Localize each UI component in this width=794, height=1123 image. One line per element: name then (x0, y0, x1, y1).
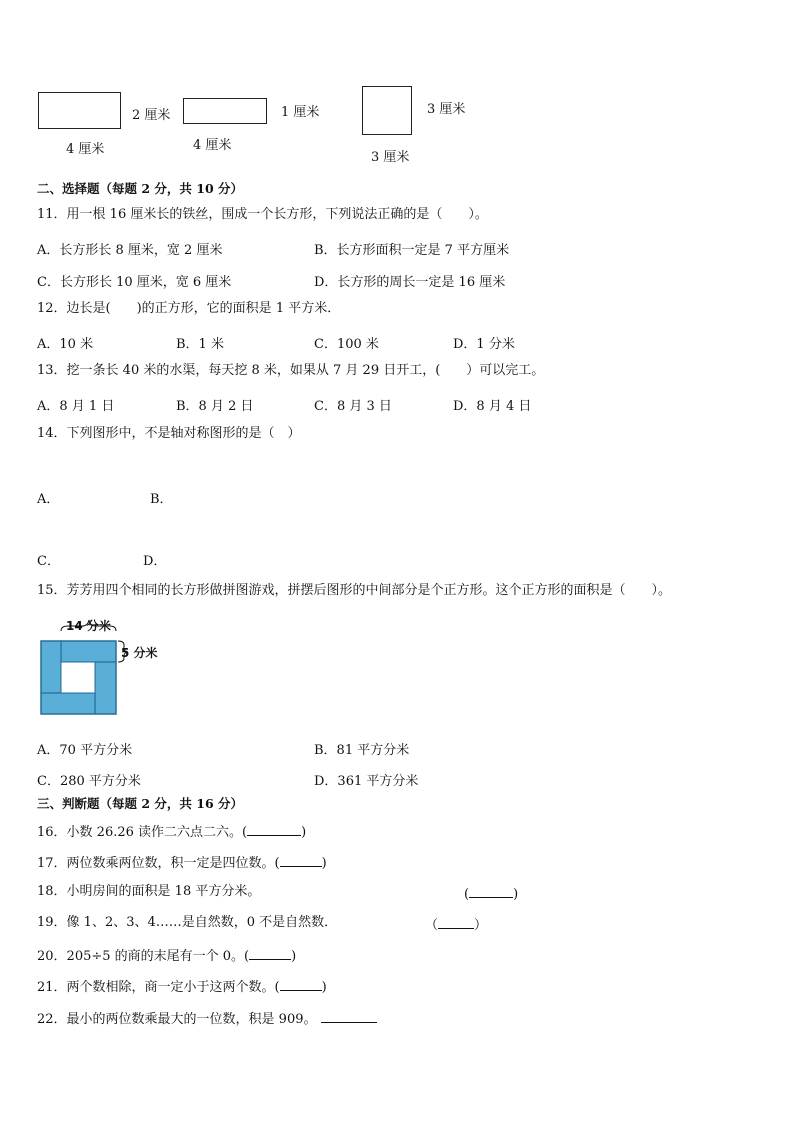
q19-text: 19．像 1、2、3、4……是自然数，0 不是自然数． (37, 915, 338, 930)
q14-text: 14．下列图形中，不是轴对称图形的是（ ） (37, 426, 301, 441)
q18-close: ) (513, 887, 519, 902)
q13-option-c[interactable]: C．8 月 3 日 (314, 399, 392, 414)
q12-option-b[interactable]: B．1 米 (176, 337, 224, 352)
q21-answer-blank[interactable] (280, 978, 322, 991)
tile-top (61, 641, 116, 662)
q15-top-label: 14 分米 (66, 619, 111, 633)
section3-heading: 三、判断题（每题 2 分，共 16 分） (37, 796, 244, 811)
q14-option-d[interactable]: D． (143, 554, 167, 569)
q15-option-a[interactable]: A．70 平方分米 (37, 743, 133, 758)
q17-answer-blank[interactable] (280, 854, 322, 867)
q16-close: ) (301, 825, 307, 840)
tile-bottom (41, 693, 95, 714)
q12-option-d[interactable]: D．1 分米 (453, 337, 515, 352)
q18-answer-blank[interactable] (469, 885, 513, 898)
q17-text: 17．两位数乘两位数，积一定是四位数。( (37, 856, 280, 871)
q15-side-label: 5 分米 (121, 646, 158, 660)
q11-text: 11．用一根 16 厘米长的铁丝，围成一个长方形，下列说法正确的是（ ）。 (37, 207, 488, 222)
q13-option-d[interactable]: D．8 月 4 日 (453, 399, 532, 414)
q18-open: ( (464, 887, 470, 902)
q16-text: 16．小数 26.26 读作二六点二六。( (37, 825, 248, 840)
tile-right (95, 662, 116, 714)
q12-option-a[interactable]: A．10 米 (37, 337, 94, 352)
square-figure (362, 86, 412, 135)
q19-answer (425, 916, 488, 933)
q14-option-a[interactable]: A． (37, 492, 60, 507)
q22-row (37, 1010, 377, 1027)
square-bottom-label: 3 厘米 (371, 150, 410, 165)
tile-left (41, 641, 61, 693)
q11-option-d[interactable]: D．长方形的周长一定是 16 厘米 (314, 275, 506, 290)
q14-option-c[interactable]: C． (37, 554, 60, 569)
q16-answer-blank[interactable] (247, 823, 301, 836)
q13-option-a[interactable]: A．8 月 1 日 (37, 399, 115, 414)
q22-answer-blank[interactable] (321, 1010, 377, 1023)
rect2-side-label: 1 厘米 (281, 105, 320, 120)
section2-heading: 二、选择题（每题 2 分，共 10 分） (37, 181, 244, 196)
q11-option-a[interactable]: A．长方形长 8 厘米，宽 2 厘米 (37, 243, 223, 258)
rectangle-figure-1 (38, 92, 121, 129)
q11-option-c[interactable]: C．长方形长 10 厘米，宽 6 厘米 (37, 275, 232, 290)
q19-answer-blank[interactable] (438, 916, 474, 929)
q17-row (37, 854, 327, 871)
rect1-bottom-label: 4 厘米 (66, 142, 105, 157)
rect2-bottom-label: 4 厘米 (193, 138, 232, 153)
q15-option-b[interactable]: B．81 平方分米 (314, 743, 410, 758)
rectangle-figure-2 (183, 98, 267, 124)
q21-row (37, 978, 327, 995)
q19-open: （ (425, 918, 439, 933)
q20-close: ) (291, 949, 297, 964)
q11-option-b[interactable]: B．长方形面积一定是 7 平方厘米 (314, 243, 510, 258)
q15-option-d[interactable]: D．361 平方分米 (314, 774, 419, 789)
q21-text: 21．两个数相除，商一定小于这两个数。( (37, 980, 280, 995)
q20-text: 20．205÷5 的商的末尾有一个 0。( (37, 949, 250, 964)
q18-answer (464, 885, 519, 902)
q17-close: ) (321, 856, 327, 871)
rect1-side-label: 2 厘米 (132, 108, 171, 123)
square-side-label: 3 厘米 (427, 102, 466, 117)
q12-option-c[interactable]: C．100 米 (314, 337, 379, 352)
q15-option-c[interactable]: C．280 平方分米 (37, 774, 141, 789)
q14-option-b[interactable]: B． (150, 492, 173, 507)
center-square (61, 662, 95, 693)
q13-text: 13．挖一条长 40 米的水渠，每天挖 8 米，如果从 7 月 29 日开工，( ）可以完工。 (37, 363, 545, 378)
q20-answer-blank[interactable] (249, 947, 291, 960)
q21-close: ) (321, 980, 327, 995)
q22-text: 22．最小的两位数乘最大的一位数，积是 909。 (37, 1012, 317, 1027)
q20-row (37, 947, 297, 964)
q19-close: ） (474, 918, 488, 933)
q13-option-b[interactable]: B．8 月 2 日 (176, 399, 254, 414)
q15-text: 15．芳芳用四个相同的长方形做拼图游戏，拼摆后图形的中间部分是个正方形。这个正方形的面积是（ ）。 (37, 583, 672, 598)
q18-text: 18．小明房间的面积是 18 平方分米。 (37, 884, 261, 899)
q16-row (37, 823, 307, 840)
q12-text: 12．边长是( )的正方形，它的面积是 1 平方米． (37, 301, 341, 316)
